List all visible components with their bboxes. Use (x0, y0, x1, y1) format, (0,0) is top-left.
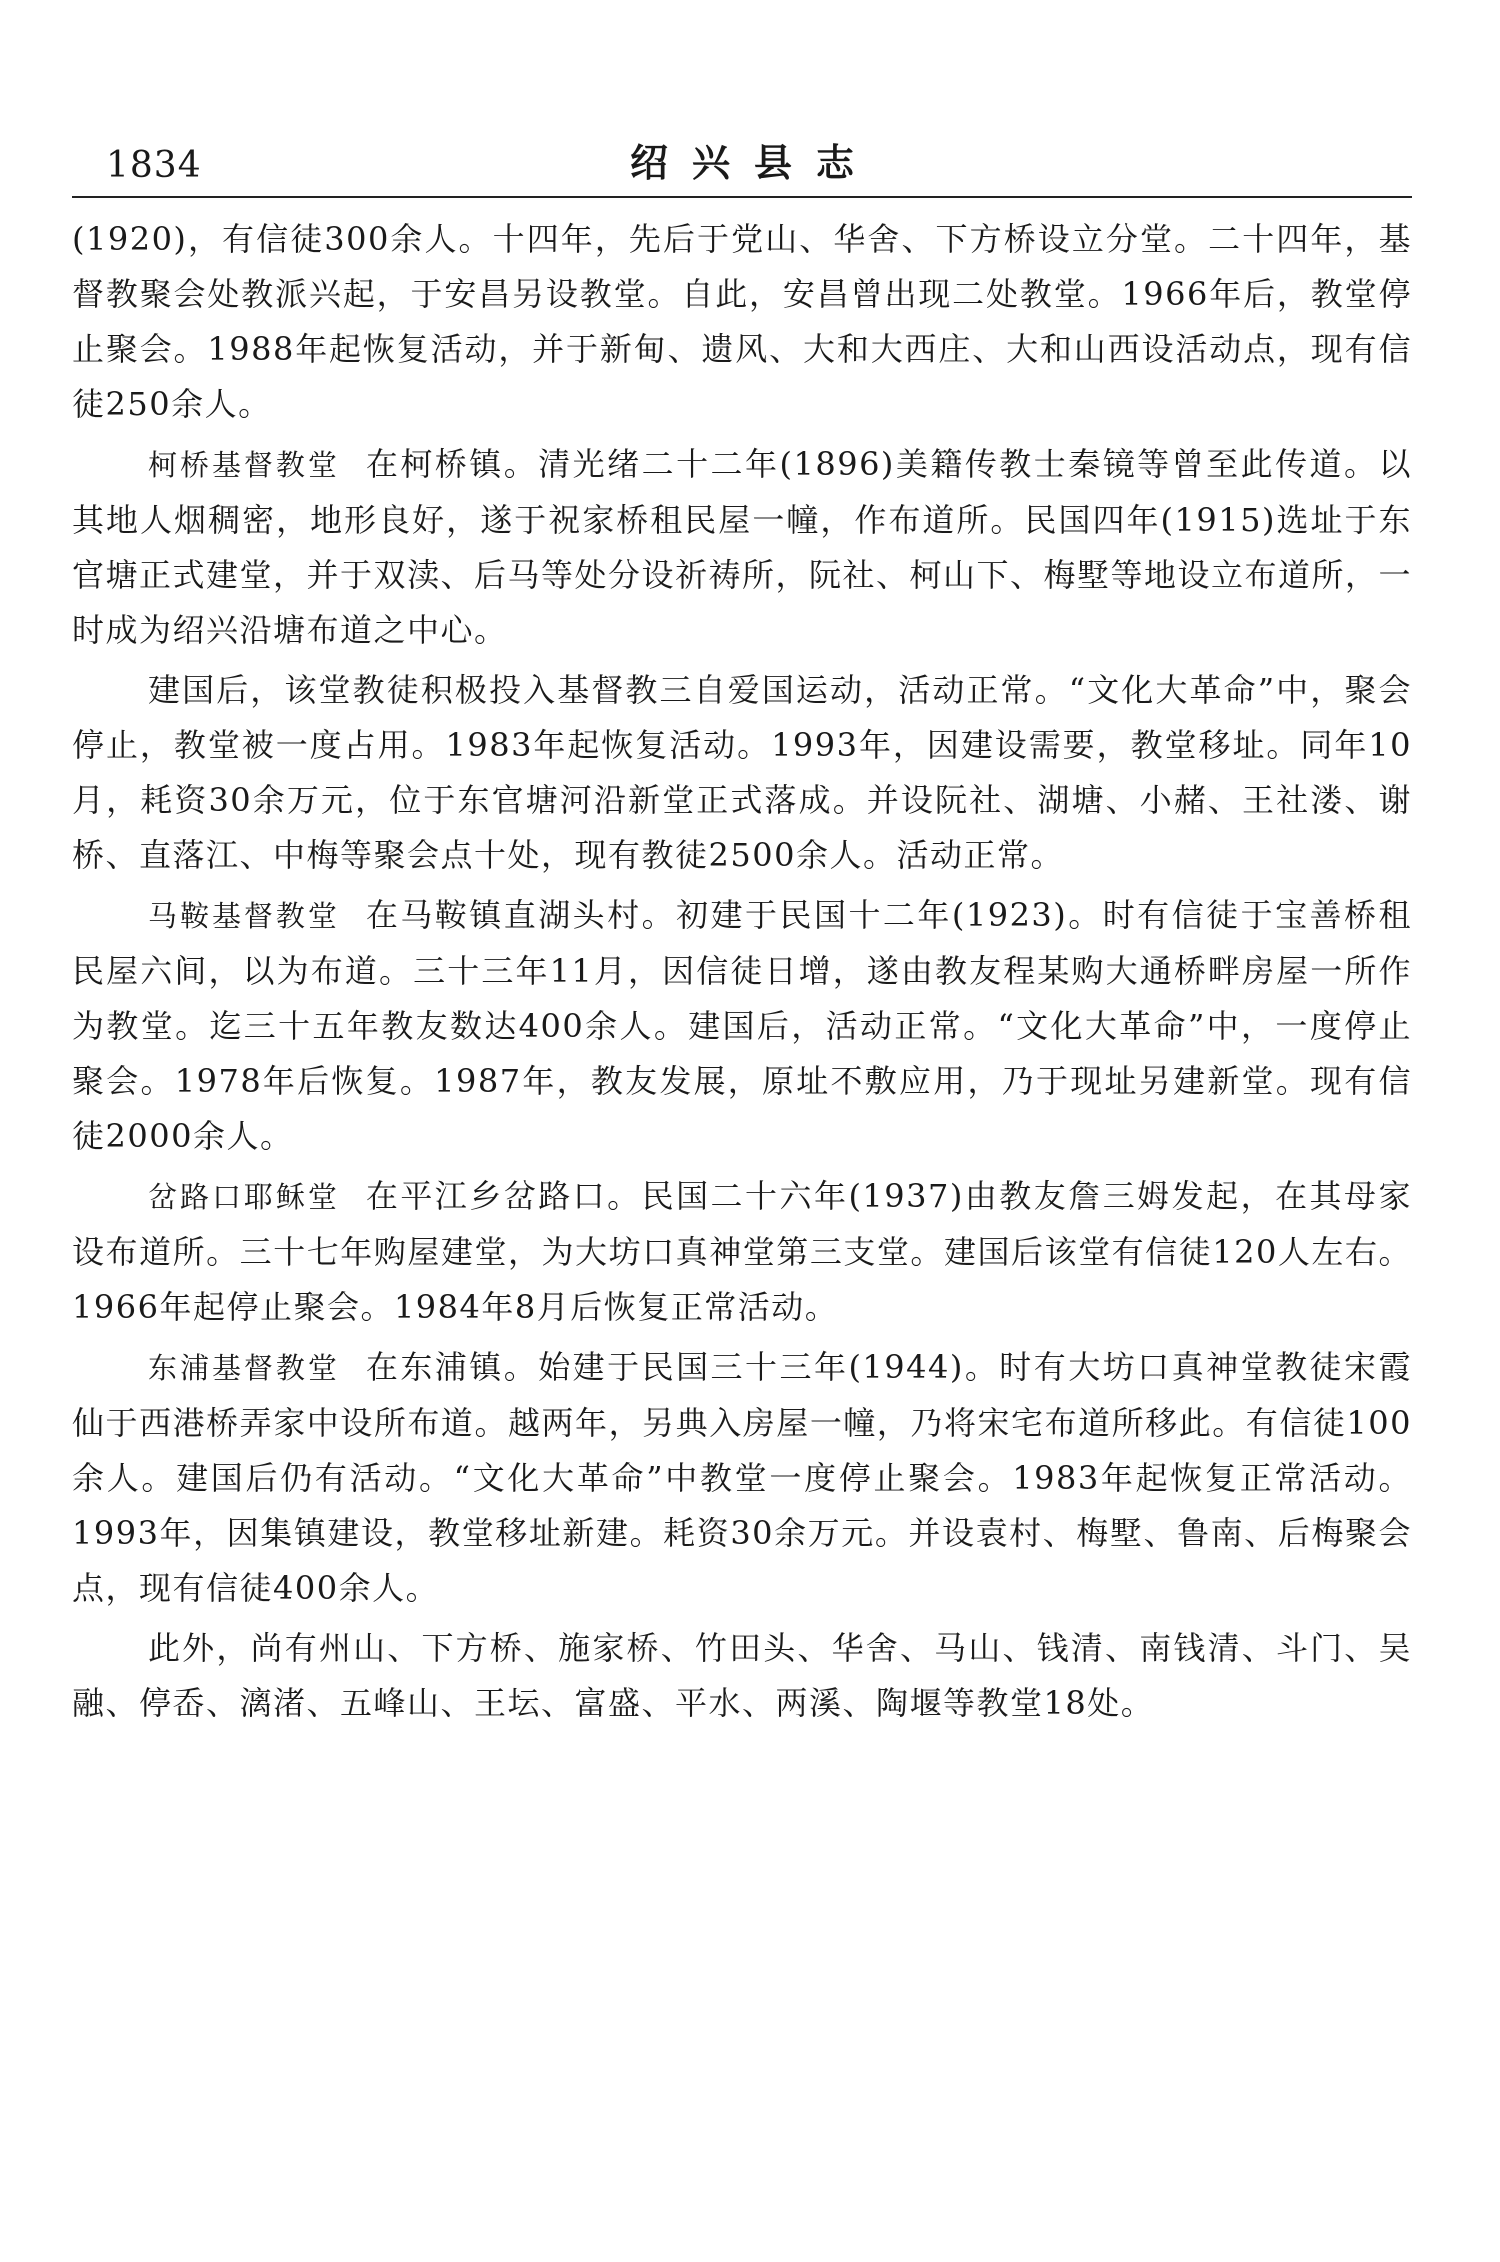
paragraph-text: 在马鞍镇直湖头村。初建于民国十二年(1923)。时有信徒于宝善桥租民屋六间，以为布道。三十三年11月，因信徒日增，遂由教友程某购大通桥畔房屋一所作为教堂。迄三十五年教友数达400余人。建国后，活动正常。“文化大革命”中，一度停止聚会。1978年后恢复。1987年，教友发展，原址不敷应用，乃于现址另建新堂。现有信徒2000余人。 (72, 896, 1412, 1155)
paragraph-keqiao-church (72, 437, 1412, 658)
entry-heading: 马鞍基督教堂 (148, 899, 340, 933)
paragraph-other-churches (72, 1621, 1412, 1731)
book-title: 绍兴县志 (629, 141, 878, 185)
paragraph-keqiao-postwar (72, 663, 1412, 883)
paragraph-text: 在平江乡岔路口。民国二十六年(1937)由教友詹三姆发起，在其母家设布道所。三十七年购屋建堂，为大坊口真神堂第三支堂。建国后该堂有信徒120人左右。1966年起停止聚会。1984年8月后恢复正常活动。 (72, 1177, 1412, 1326)
body-text (72, 212, 1412, 1736)
page-header (72, 140, 1412, 196)
entry-heading: 柯桥基督教堂 (148, 448, 340, 482)
paragraph-maan-church (72, 888, 1412, 1164)
entry-heading: 岔路口耶稣堂 (148, 1180, 340, 1214)
paragraph-dongpu-church (72, 1340, 1412, 1616)
paragraph-text: 建国后，该堂教徒积极投入基督教三自爱国运动，活动正常。“文化大革命”中，聚会停止，教堂被一度占用。1983年起恢复活动。1993年，因建设需要，教堂移址。同年10月，耗资30余万元，位于东官塘河沿新堂正式落成。并设阮社、湖塘、小赭、王社溇、谢桥、直落江、中梅等聚会点十处，现有教徒2500余人。活动正常。 (72, 671, 1412, 874)
header-divider (72, 196, 1412, 198)
page-number: 1834 (106, 145, 202, 186)
paragraph-chalukou-church (72, 1169, 1412, 1335)
paragraph-text: 此外，尚有州山、下方桥、施家桥、竹田头、华舍、马山、钱清、南钱清、斗门、吴融、停岙、漓渚、五峰山、王坛、富盛、平水、两溪、陶堰等教堂18处。 (72, 1629, 1412, 1722)
paragraph-text: (1920)，有信徒300余人。十四年，先后于党山、华舍、下方桥设立分堂。二十四年，基督教聚会处教派兴起，于安昌另设教堂。自此，安昌曾出现二处教堂。1966年后，教堂停止聚会。1988年起恢复活动，并于新甸、遗风、大和大西庄、大和山西设活动点，现有信徒250余人。 (72, 220, 1412, 423)
paragraph-text: 在东浦镇。始建于民国三十三年(1944)。时有大坊口真神堂教徒宋霞仙于西港桥弄家中设所布道。越两年，另典入房屋一幢，乃将宋宅布道所移此。有信徒100余人。建国后仍有活动。“文化大革命”中教堂一度停止聚会。1983年起恢复正常活动。1993年，因集镇建设，教堂移址新建。耗资30余万元。并设袁村、梅墅、鲁南、后梅聚会点，现有信徒400余人。 (72, 1348, 1412, 1607)
paragraph-text: 在柯桥镇。清光绪二十二年(1896)美籍传教士秦镜等曾至此传道。以其地人烟稠密，地形良好，遂于祝家桥租民屋一幢，作布道所。民国四年(1915)选址于东官塘正式建堂，并于双渎、后马等处分设祈祷所，阮社、柯山下、梅墅等地设立布道所，一时成为绍兴沿塘布道之中心。 (72, 445, 1413, 649)
entry-heading: 东浦基督教堂 (148, 1351, 340, 1385)
paragraph-continued (72, 212, 1412, 432)
